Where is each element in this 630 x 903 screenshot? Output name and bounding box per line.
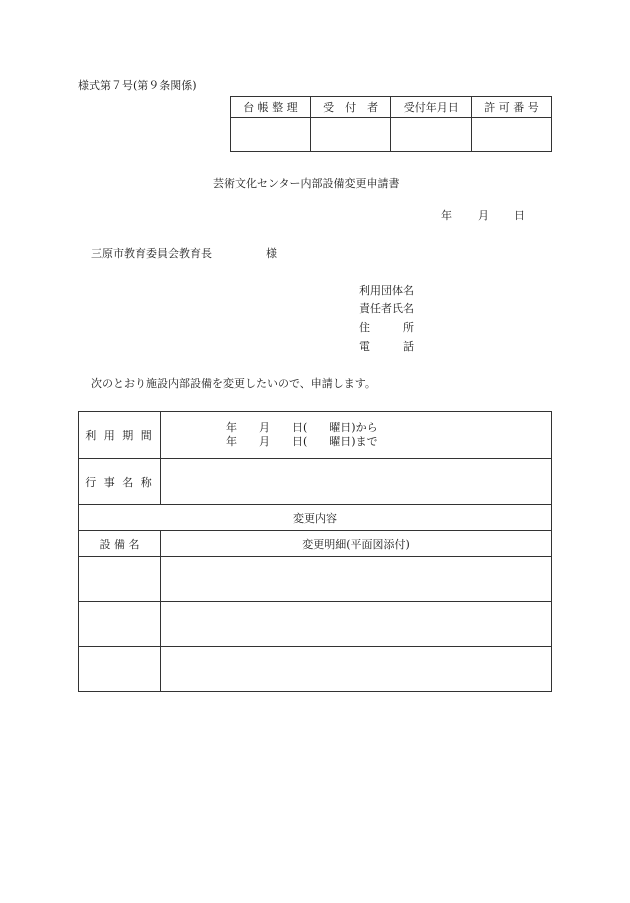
admin-header-permit-number: 許 可 番 号 xyxy=(472,97,552,118)
admin-cell-receiver[interactable] xyxy=(310,118,391,152)
change-details-cell[interactable] xyxy=(161,557,552,602)
addressee-name: 三原市教育委員会教育長 xyxy=(91,247,212,260)
period-to: 年 月 日( 曜日)まで xyxy=(226,435,378,448)
change-content-title: 変更内容 xyxy=(79,505,552,531)
form-number: 様式第７号(第９条関係) xyxy=(78,79,197,92)
usage-period-label: 利 用 期 間 xyxy=(79,412,161,459)
equipment-name-cell[interactable] xyxy=(79,602,161,647)
change-entry-row xyxy=(79,647,552,692)
admin-table-header-row xyxy=(231,97,552,118)
admin-table-entry-row xyxy=(231,118,552,152)
date-month-label: 月 xyxy=(478,209,489,222)
usage-period-row xyxy=(79,412,552,459)
admin-header-receiver: 受 付 者 xyxy=(310,97,391,118)
date-year-label: 年 xyxy=(441,209,452,222)
document-title: 芸術文化センター内部設備変更申請書 xyxy=(213,177,400,190)
admin-header-ledger: 台 帳 整 理 xyxy=(231,97,311,118)
admin-cell-receipt-date[interactable] xyxy=(391,118,472,152)
addressee-honorific: 様 xyxy=(266,247,277,260)
change-content-section-row xyxy=(79,505,552,531)
equipment-name-header: 設 備 名 xyxy=(79,531,161,557)
period-from: 年 月 日( 曜日)から xyxy=(226,421,378,434)
event-name-field[interactable] xyxy=(161,459,552,505)
change-request-table xyxy=(78,411,552,692)
change-details-cell[interactable] xyxy=(161,647,552,692)
admin-cell-permit-number[interactable] xyxy=(472,118,552,152)
phone-label: 電 話 xyxy=(359,340,414,353)
equipment-name-cell[interactable] xyxy=(79,647,161,692)
event-name-label: 行 事 名 称 xyxy=(79,459,161,505)
change-entry-row xyxy=(79,602,552,647)
change-details-cell[interactable] xyxy=(161,602,552,647)
admin-cell-ledger[interactable] xyxy=(231,118,311,152)
date-day-label: 日 xyxy=(514,209,525,222)
admin-header-receipt-date: 受付年月日 xyxy=(391,97,472,118)
event-name-row xyxy=(79,459,552,505)
address-label: 住 所 xyxy=(359,321,414,334)
change-entry-row xyxy=(79,557,552,602)
application-statement: 次のとおり施設内部設備を変更したいので、申請します。 xyxy=(91,377,376,390)
usage-period-cell[interactable] xyxy=(161,412,552,459)
admin-processing-table xyxy=(230,96,552,152)
organization-label: 利用団体名 xyxy=(359,284,414,297)
representative-label: 責任者氏名 xyxy=(359,302,414,315)
change-details-header: 変更明細(平面図添付) xyxy=(161,531,552,557)
equipment-name-cell[interactable] xyxy=(79,557,161,602)
change-columns-header-row xyxy=(79,531,552,557)
